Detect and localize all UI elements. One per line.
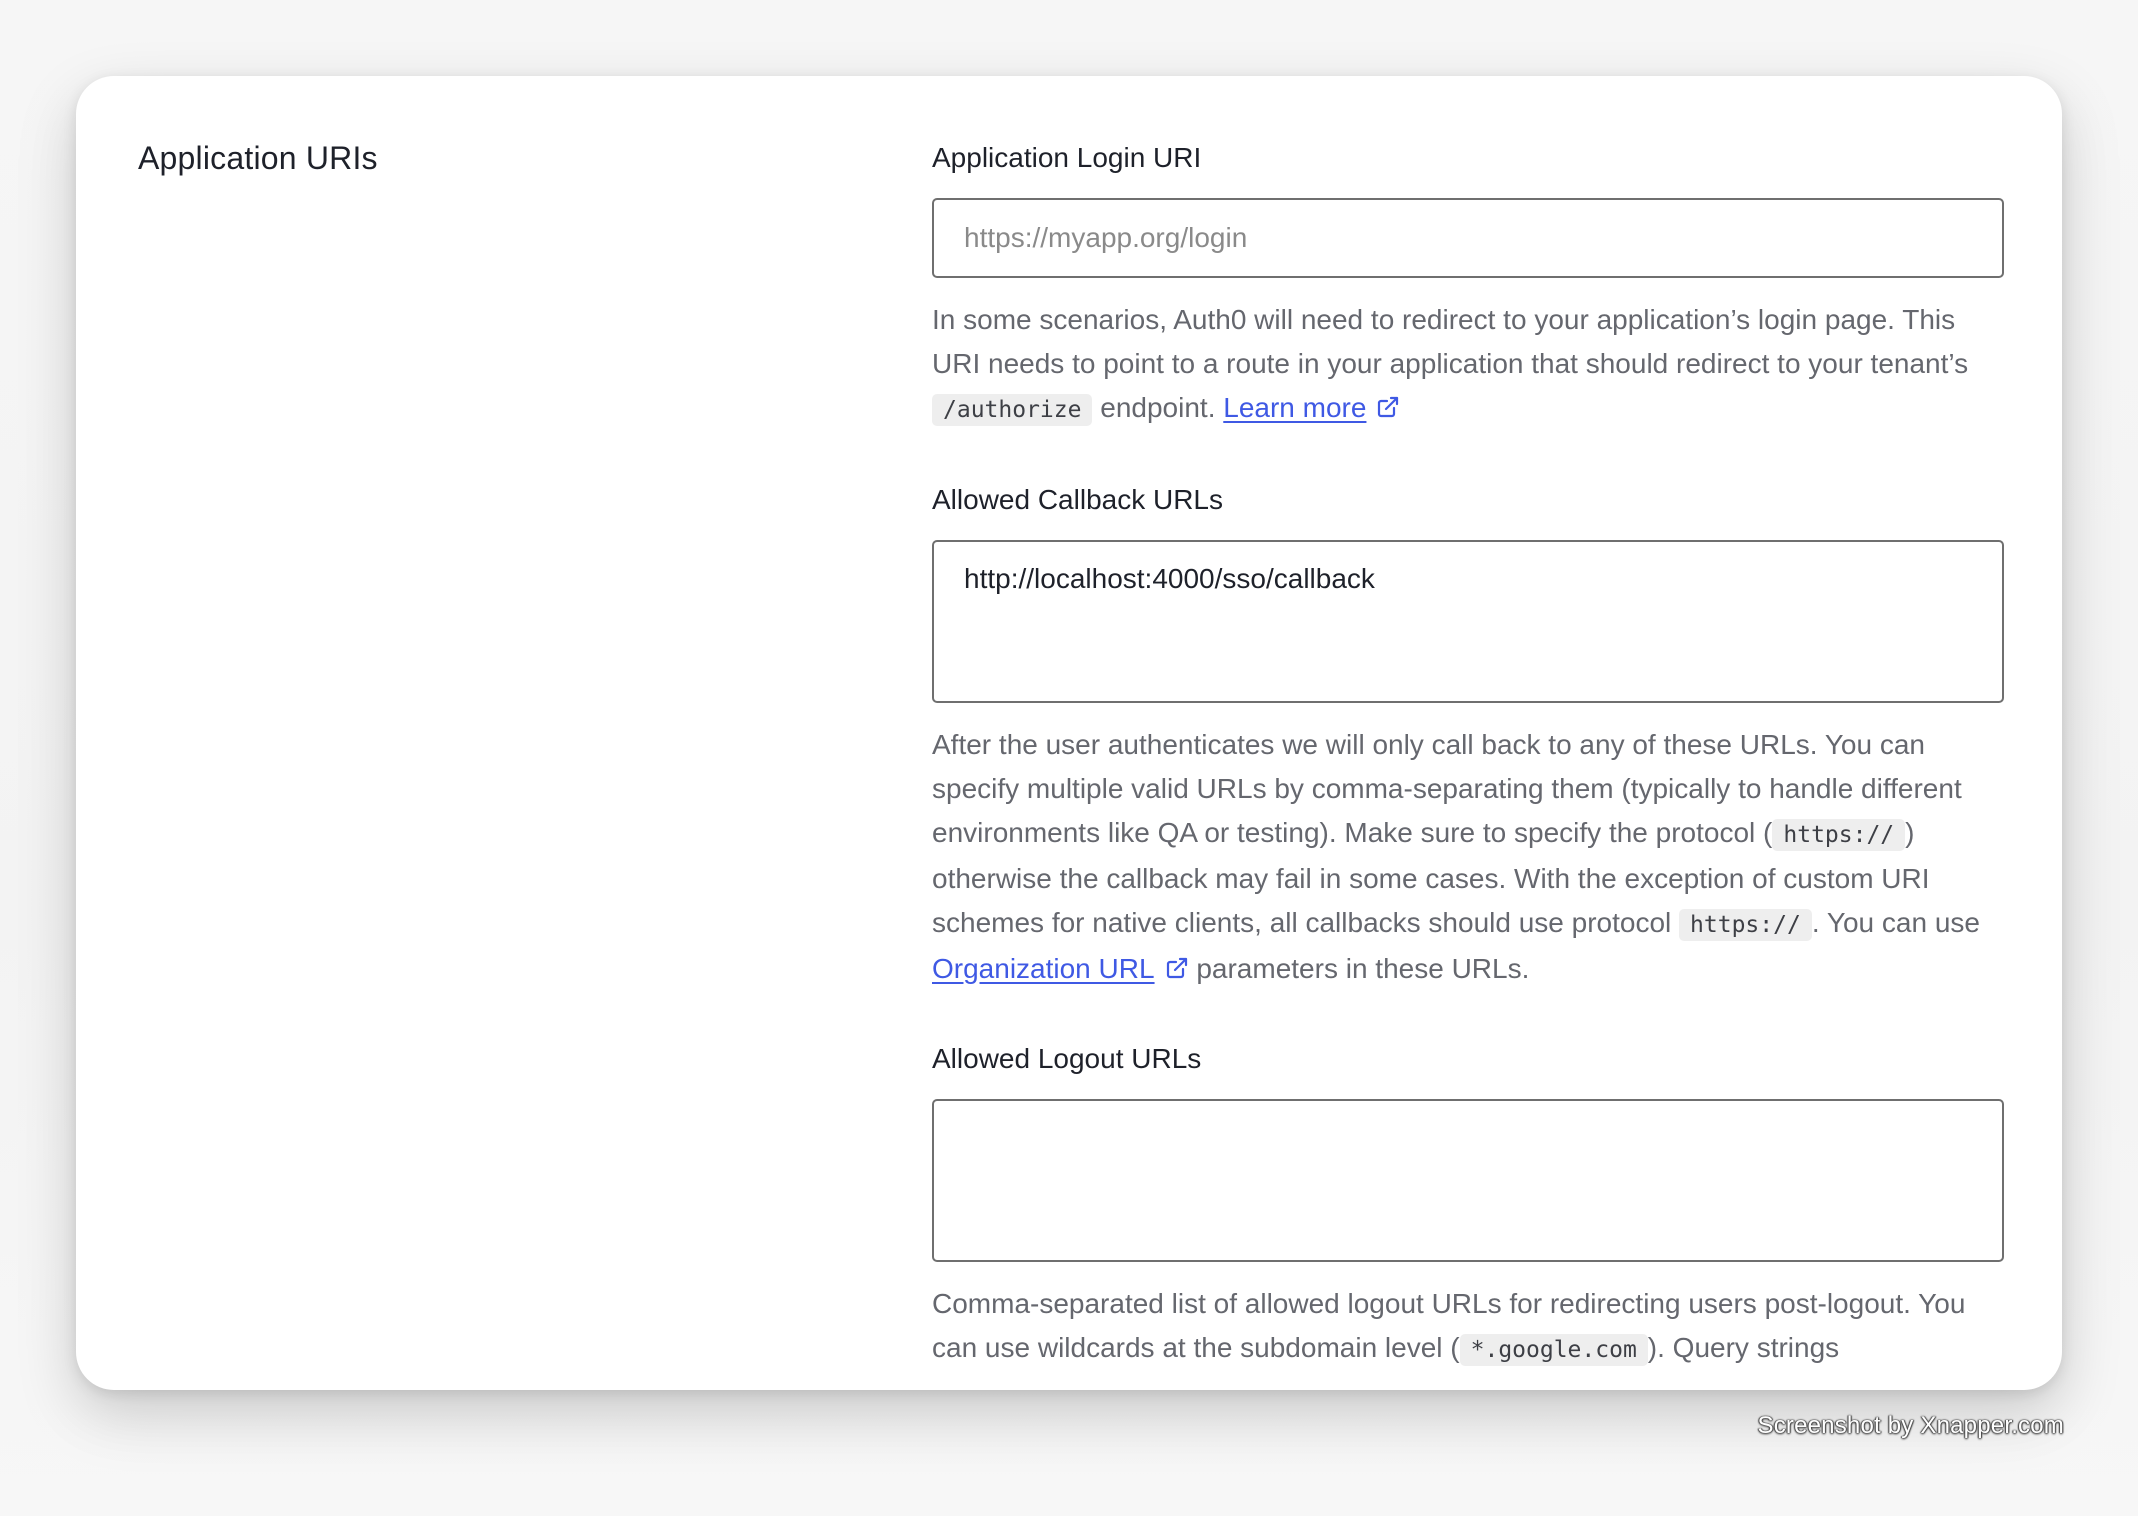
logout-help-text-2: ). Query strings	[1647, 1332, 1840, 1363]
external-link-icon[interactable]	[1376, 395, 1400, 419]
login-uri-help-text-1: In some scenarios, Auth0 will need to redirect to your application’s login page. This URI needs to point to a route in your application that should redirect to your tenant’s	[932, 304, 1969, 379]
uri-fields	[932, 142, 2004, 1372]
logout-urls-group	[932, 1043, 2004, 1372]
logout-urls-label: Allowed Logout URLs	[932, 1043, 1202, 1074]
callback-urls-textarea[interactable]	[932, 540, 2004, 703]
callback-urls-group	[932, 484, 2004, 991]
organization-url-link[interactable]: Organization URL	[932, 953, 1155, 984]
settings-card	[76, 76, 2062, 1390]
logout-help-text-1: Comma-separated list of allowed logout URLs for redirecting users post-logout. You can use wildcards at the subdomain level (	[932, 1288, 1966, 1363]
https-code: https://	[1679, 909, 1812, 941]
learn-more-link[interactable]: Learn more	[1223, 392, 1367, 423]
logout-urls-textarea[interactable]	[932, 1099, 2004, 1262]
external-link-icon[interactable]	[1165, 956, 1189, 980]
callback-help-text-2: ) otherwise the callback may fail in some cases. With the exception of custom URI schemes for native clients, all callbacks should use protocol	[932, 817, 1930, 938]
login-uri-label: Application Login URI	[932, 142, 1202, 173]
login-uri-help-text-2: endpoint.	[1092, 392, 1224, 423]
https-code: https://	[1772, 819, 1905, 851]
callback-urls-label: Allowed Callback URLs	[932, 484, 1224, 515]
logout-urls-help	[932, 1282, 2004, 1372]
callback-help-text-3: . You can use	[1811, 907, 1980, 938]
login-uri-input[interactable]	[932, 198, 2004, 278]
callback-help-text-1: After the user authenticates we will only call back to any of these URLs. You can specify multiple valid URLs by comma-separating them (typically to handle different environments like QA or testing). Make sure to specify the protocol (	[932, 729, 1962, 848]
callback-urls-help	[932, 723, 2004, 991]
authorize-code: /authorize	[932, 394, 1092, 426]
login-uri-help	[932, 298, 2004, 432]
watermark: Screenshot by Xnapper.com	[1757, 1412, 2064, 1439]
callback-help-text-4: parameters in these URLs.	[1188, 953, 1530, 984]
wildcard-code: *.google.com	[1460, 1334, 1648, 1366]
section-title: Application URIs	[138, 140, 378, 176]
login-uri-group	[932, 142, 2004, 432]
